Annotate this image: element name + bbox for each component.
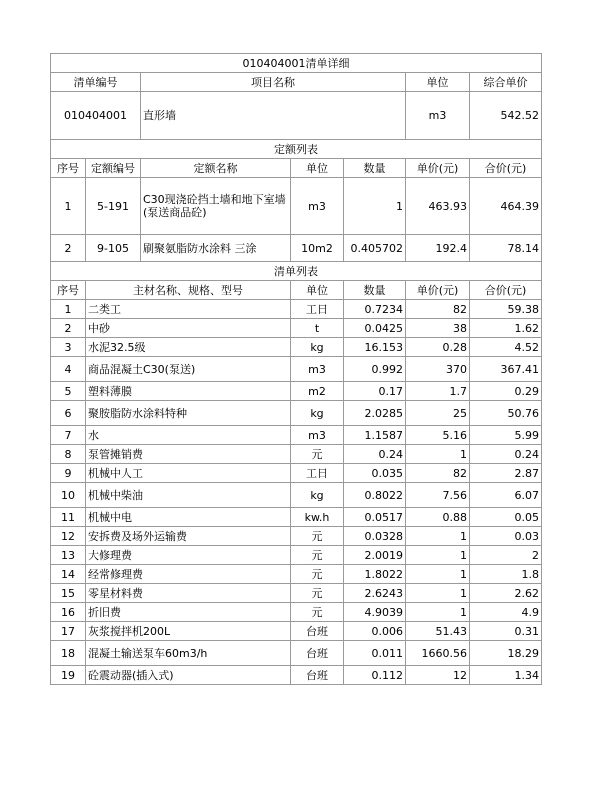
material-seq: 7 <box>51 426 86 445</box>
material-unit: 元 <box>291 445 344 464</box>
material-unit: 元 <box>291 527 344 546</box>
material-row <box>51 603 542 622</box>
material-qty: 0.0328 <box>344 527 406 546</box>
quota-unit-price: 463.93 <box>406 178 470 235</box>
material-seq: 19 <box>51 666 86 685</box>
quota-code-header: 定额编号 <box>86 159 141 178</box>
material-total: 50.76 <box>470 401 542 426</box>
material-name: 商品混凝土C30(泵送) <box>86 357 291 382</box>
material-unit: m3 <box>291 357 344 382</box>
quota-header-row <box>51 159 542 178</box>
quota-unit: 10m2 <box>291 235 344 262</box>
material-unit-price: 82 <box>406 300 470 319</box>
detail-table <box>50 53 542 685</box>
material-header-row <box>51 281 542 300</box>
material-row <box>51 426 542 445</box>
material-unit-price: 1 <box>406 603 470 622</box>
table-title: 010404001清单详细 <box>51 54 542 73</box>
material-unit-price: 38 <box>406 319 470 338</box>
quota-name: C30现浇砼挡土墙和地下室墙(泵送商品砼) <box>141 178 291 235</box>
material-name: 安拆费及场外运输费 <box>86 527 291 546</box>
material-qty: 0.24 <box>344 445 406 464</box>
material-unit-price: 12 <box>406 666 470 685</box>
material-qty-header: 数量 <box>344 281 406 300</box>
material-unit: 台班 <box>291 622 344 641</box>
material-total: 4.9 <box>470 603 542 622</box>
quota-unit-header: 单位 <box>291 159 344 178</box>
material-row <box>51 338 542 357</box>
material-seq: 16 <box>51 603 86 622</box>
material-seq: 1 <box>51 300 86 319</box>
material-seq: 3 <box>51 338 86 357</box>
material-seq: 6 <box>51 401 86 426</box>
material-row <box>51 445 542 464</box>
material-unit-price: 1.7 <box>406 382 470 401</box>
quota-unit-price: 192.4 <box>406 235 470 262</box>
material-unit-price-header: 单价(元) <box>406 281 470 300</box>
material-row <box>51 300 542 319</box>
material-unit: 台班 <box>291 666 344 685</box>
quota-name: 刷聚氨脂防水涂料 三涂 <box>141 235 291 262</box>
material-total: 0.05 <box>470 508 542 527</box>
item-price-header: 综合单价 <box>470 73 542 92</box>
item-unit: m3 <box>406 92 470 140</box>
material-total: 4.52 <box>470 338 542 357</box>
material-name: 大修理费 <box>86 546 291 565</box>
material-total: 6.07 <box>470 483 542 508</box>
material-unit: kg <box>291 483 344 508</box>
material-qty: 0.112 <box>344 666 406 685</box>
material-name: 二类工 <box>86 300 291 319</box>
material-name: 砼震动器(插入式) <box>86 666 291 685</box>
material-qty: 0.006 <box>344 622 406 641</box>
material-row <box>51 622 542 641</box>
material-name: 零星材料费 <box>86 584 291 603</box>
material-unit: t <box>291 319 344 338</box>
material-total: 2 <box>470 546 542 565</box>
quota-code: 5-191 <box>86 178 141 235</box>
material-total: 0.03 <box>470 527 542 546</box>
material-unit: 元 <box>291 565 344 584</box>
material-total-header: 合价(元) <box>470 281 542 300</box>
material-name: 中砂 <box>86 319 291 338</box>
quota-name-header: 定额名称 <box>141 159 291 178</box>
material-seq-header: 序号 <box>51 281 86 300</box>
item-code: 010404001 <box>51 92 141 140</box>
quota-row <box>51 235 542 262</box>
quota-section-title: 定额列表 <box>51 140 542 159</box>
material-unit: kg <box>291 401 344 426</box>
material-section-title: 清单列表 <box>51 262 542 281</box>
material-total: 2.62 <box>470 584 542 603</box>
material-qty: 0.8022 <box>344 483 406 508</box>
material-row <box>51 666 542 685</box>
material-row <box>51 319 542 338</box>
material-row <box>51 508 542 527</box>
material-seq: 10 <box>51 483 86 508</box>
material-qty: 1.8022 <box>344 565 406 584</box>
material-qty: 0.17 <box>344 382 406 401</box>
material-name: 机械中人工 <box>86 464 291 483</box>
material-name: 机械中柴油 <box>86 483 291 508</box>
material-total: 1.8 <box>470 565 542 584</box>
material-unit-price: 5.16 <box>406 426 470 445</box>
material-row <box>51 483 542 508</box>
material-row <box>51 382 542 401</box>
material-unit: kg <box>291 338 344 357</box>
material-qty: 0.011 <box>344 641 406 666</box>
item-code-header: 清单编号 <box>51 73 141 92</box>
material-qty: 0.0517 <box>344 508 406 527</box>
material-unit-price: 1 <box>406 546 470 565</box>
material-seq: 11 <box>51 508 86 527</box>
material-qty: 1.1587 <box>344 426 406 445</box>
material-row <box>51 546 542 565</box>
material-name: 灰浆搅拌机200L <box>86 622 291 641</box>
material-name: 混凝土输送泵车60m3/h <box>86 641 291 666</box>
quota-qty: 1 <box>344 178 406 235</box>
material-unit-price: 0.28 <box>406 338 470 357</box>
material-seq: 12 <box>51 527 86 546</box>
material-name: 经常修理费 <box>86 565 291 584</box>
material-unit: 元 <box>291 584 344 603</box>
material-row <box>51 464 542 483</box>
material-total: 0.24 <box>470 445 542 464</box>
material-unit-price: 1 <box>406 527 470 546</box>
material-unit: m3 <box>291 426 344 445</box>
material-seq: 8 <box>51 445 86 464</box>
material-unit: 台班 <box>291 641 344 666</box>
material-total: 2.87 <box>470 464 542 483</box>
material-seq: 9 <box>51 464 86 483</box>
material-qty: 0.7234 <box>344 300 406 319</box>
material-unit-price: 1 <box>406 565 470 584</box>
material-seq: 4 <box>51 357 86 382</box>
material-name: 水泥32.5级 <box>86 338 291 357</box>
material-unit: 工日 <box>291 464 344 483</box>
material-unit: 元 <box>291 603 344 622</box>
material-qty: 0.035 <box>344 464 406 483</box>
material-unit-price: 51.43 <box>406 622 470 641</box>
material-qty: 2.0285 <box>344 401 406 426</box>
material-seq: 17 <box>51 622 86 641</box>
quota-qty-header: 数量 <box>344 159 406 178</box>
material-total: 1.62 <box>470 319 542 338</box>
material-unit-price: 370 <box>406 357 470 382</box>
material-seq: 5 <box>51 382 86 401</box>
material-name: 泵管摊销费 <box>86 445 291 464</box>
material-qty: 16.153 <box>344 338 406 357</box>
material-unit-price: 7.56 <box>406 483 470 508</box>
material-qty: 0.0425 <box>344 319 406 338</box>
material-total: 1.34 <box>470 666 542 685</box>
material-total: 18.29 <box>470 641 542 666</box>
material-total: 0.29 <box>470 382 542 401</box>
material-seq: 13 <box>51 546 86 565</box>
quota-total: 464.39 <box>470 178 542 235</box>
material-qty: 0.992 <box>344 357 406 382</box>
material-unit: m2 <box>291 382 344 401</box>
item-name-header: 项目名称 <box>141 73 406 92</box>
material-seq: 18 <box>51 641 86 666</box>
material-qty: 4.9039 <box>344 603 406 622</box>
material-unit: kw.h <box>291 508 344 527</box>
material-name: 聚胺脂防水涂料特种 <box>86 401 291 426</box>
item-header-row <box>51 73 542 92</box>
quota-total: 78.14 <box>470 235 542 262</box>
quota-seq-header: 序号 <box>51 159 86 178</box>
material-total: 59.38 <box>470 300 542 319</box>
material-seq: 2 <box>51 319 86 338</box>
material-name-header: 主材名称、规格、型号 <box>86 281 291 300</box>
item-name: 直形墙 <box>141 92 406 140</box>
material-unit-price: 82 <box>406 464 470 483</box>
material-qty: 2.6243 <box>344 584 406 603</box>
material-seq: 15 <box>51 584 86 603</box>
material-seq: 14 <box>51 565 86 584</box>
quota-code: 9-105 <box>86 235 141 262</box>
material-row <box>51 584 542 603</box>
material-name: 机械中电 <box>86 508 291 527</box>
material-unit: 元 <box>291 546 344 565</box>
item-unit-header: 单位 <box>406 73 470 92</box>
material-unit: 工日 <box>291 300 344 319</box>
material-unit-header: 单位 <box>291 281 344 300</box>
material-unit-price: 25 <box>406 401 470 426</box>
material-name: 折旧费 <box>86 603 291 622</box>
quota-row <box>51 178 542 235</box>
material-name: 水 <box>86 426 291 445</box>
item-price: 542.52 <box>470 92 542 140</box>
material-total: 367.41 <box>470 357 542 382</box>
material-row <box>51 527 542 546</box>
quota-total-header: 合价(元) <box>470 159 542 178</box>
material-total: 0.31 <box>470 622 542 641</box>
quota-unit: m3 <box>291 178 344 235</box>
material-row <box>51 357 542 382</box>
material-row <box>51 565 542 584</box>
material-row <box>51 641 542 666</box>
item-row <box>51 92 542 140</box>
material-qty: 2.0019 <box>344 546 406 565</box>
material-unit-price: 0.88 <box>406 508 470 527</box>
material-unit-price: 1 <box>406 584 470 603</box>
material-total: 5.99 <box>470 426 542 445</box>
material-row <box>51 401 542 426</box>
quota-seq: 1 <box>51 178 86 235</box>
quota-qty: 0.405702 <box>344 235 406 262</box>
material-unit-price: 1 <box>406 445 470 464</box>
material-unit-price: 1660.56 <box>406 641 470 666</box>
material-name: 塑料薄膜 <box>86 382 291 401</box>
quota-unit-price-header: 单价(元) <box>406 159 470 178</box>
quota-seq: 2 <box>51 235 86 262</box>
